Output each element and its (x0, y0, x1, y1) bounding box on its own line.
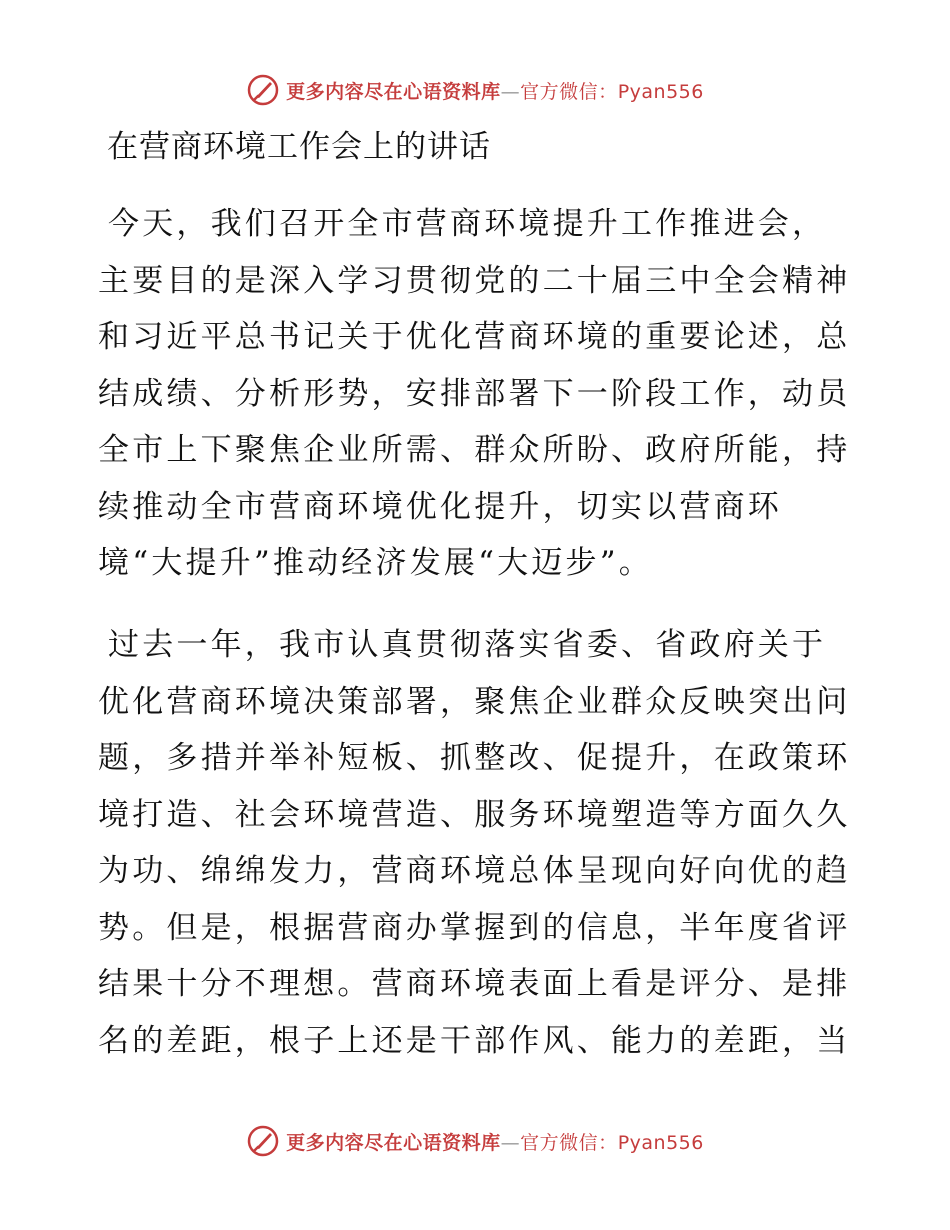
paragraph-line: 续推动全市营商环境优化提升，切实以营商环 (98, 488, 782, 525)
paragraph-line: 过去一年，我市认真贯彻落实省委、省政府关于 (108, 627, 827, 663)
paragraph-line: 优化营商环境决策部署，聚焦企业群众反映突出问 (98, 683, 851, 720)
banner-wechat-id: Pyan556 (617, 80, 704, 103)
paragraph-1 (98, 196, 858, 592)
paragraph-line: 和习近平总书记关于优化营商环境的重要论述，总 (98, 319, 851, 355)
banner-wechat-label: 官方微信： (520, 80, 618, 103)
paragraph-2 (98, 617, 858, 1069)
paragraph-line: 名的差距，根子上还是干部作风、能力的差距，当 (98, 1022, 851, 1059)
paragraph-line: 境“大提升”推动经济发展“大迈步”。 (98, 545, 653, 581)
banner-dash: — (500, 1131, 521, 1154)
paragraph-line: 结果十分不理想。营商环境表面上看是评分、是排 (98, 966, 851, 1002)
document-title: 在营商环境工作会上的讲话 (107, 129, 491, 165)
quill-logo-icon (246, 1124, 280, 1158)
paragraph-line: 全市上下聚焦企业所需、群众所盼、政府所能，持 (98, 432, 851, 468)
quill-logo-icon (246, 73, 280, 107)
banner-dash: — (500, 80, 521, 103)
paragraph-line: 境打造、社会环境营造、服务环境塑造等方面久久 (98, 796, 851, 833)
banner-brand: 更多内容尽在心语资料库 (286, 80, 501, 103)
banner-wechat-id: Pyan556 (617, 1131, 704, 1154)
paragraph-line: 结成绩、分析形势，安排部署下一阶段工作，动员 (98, 375, 851, 412)
banner-text (286, 1128, 704, 1155)
paragraph-line: 主要目的是深入学习贯彻党的二十届三中全会精神 (98, 262, 851, 299)
header-banner (0, 70, 950, 110)
paragraph-line: 今天，我们召开全市营商环境提升工作推进会， (108, 206, 827, 242)
banner-text (286, 77, 704, 104)
banner-brand: 更多内容尽在心语资料库 (286, 1131, 501, 1154)
paragraph-line: 题，多措并举补短板、抓整改、促提升，在政策环 (98, 740, 851, 776)
banner-wechat-label: 官方微信： (520, 1131, 618, 1154)
paragraph-line: 势。但是，根据营商办掌握到的信息，半年度省评 (98, 909, 851, 946)
paragraph-line: 为功、绵绵发力，营商环境总体呈现向好向优的趋 (98, 853, 851, 889)
footer-banner (0, 1121, 950, 1161)
